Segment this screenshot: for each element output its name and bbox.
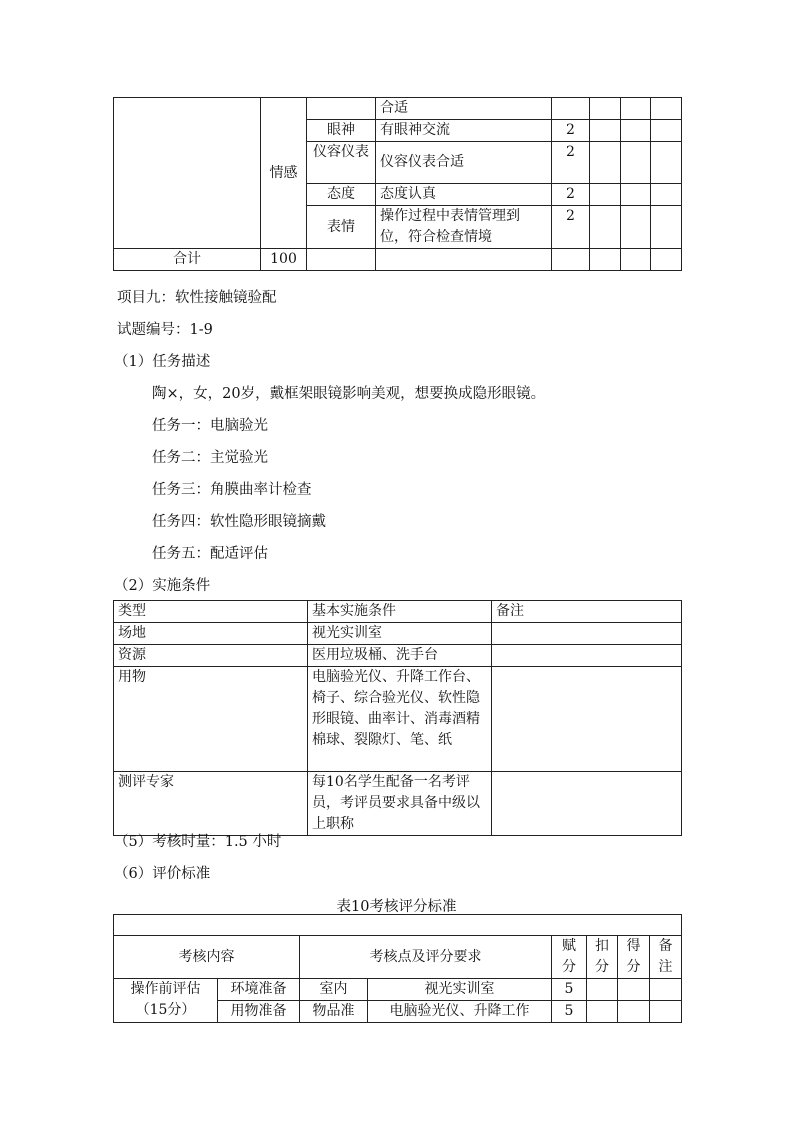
blank-cell <box>621 98 651 120</box>
blank-cell <box>651 98 682 120</box>
eval-heading: （6）评价标准 <box>114 866 211 882</box>
type-cell: 资源 <box>114 645 308 667</box>
blank-cell <box>621 184 651 206</box>
task-item: 任务五：配适评估 <box>152 546 268 562</box>
blank-cell <box>590 249 621 271</box>
score-cell <box>552 98 590 120</box>
condition-cell: 视光实训室 <box>308 623 492 645</box>
blank-cell <box>651 249 682 271</box>
point-cell: 态度认真 <box>376 184 552 206</box>
blank-cell <box>651 206 682 249</box>
score-cell: 2 <box>552 142 590 184</box>
task-item: 任务一：电脑验光 <box>152 418 268 434</box>
task-heading: （1）任务描述 <box>114 354 211 370</box>
header-cell: 基本实施条件 <box>308 601 492 623</box>
stage-cell: 操作前评估（15分） <box>114 979 218 1023</box>
item-cell: 表情 <box>307 206 376 249</box>
header-cell: 类型 <box>114 601 308 623</box>
point-cell: 有眼神交流 <box>376 120 552 142</box>
header-cell: 备注 <box>492 601 682 623</box>
condition-cell: 医用垃圾桶、洗手台 <box>308 645 492 667</box>
blank-cell <box>376 249 552 271</box>
condition-cell: 每10名学生配备一名考评员，考评员要求具备中级以上职称 <box>308 772 492 836</box>
blank-cell <box>651 120 682 142</box>
score-table <box>113 914 682 1023</box>
task-item: 任务二：主觉验光 <box>152 450 268 466</box>
blank-cell <box>618 1001 650 1023</box>
blank-cell <box>651 184 682 206</box>
note-cell <box>492 645 682 667</box>
blank-cell <box>590 142 621 184</box>
item-cell: 仪容仪表 <box>307 142 376 184</box>
score-cell: 2 <box>552 184 590 206</box>
blank-cell <box>590 184 621 206</box>
req-cell: 视光实训室 <box>368 979 552 1001</box>
type-cell: 测评专家 <box>114 772 308 836</box>
header-deduct: 扣分 <box>587 936 618 979</box>
blank-cell <box>618 979 650 1001</box>
blank-cell <box>552 249 590 271</box>
note-cell <box>492 623 682 645</box>
item-cell: 物品准 <box>300 1001 368 1023</box>
blank-cell <box>621 206 651 249</box>
score-cell: 5 <box>552 979 587 1001</box>
task-item: 任务三：角膜曲率计检查 <box>152 482 312 498</box>
blank-cell <box>651 142 682 184</box>
blank-cell <box>621 142 651 184</box>
blank-cell <box>307 249 376 271</box>
group-label: 情感 <box>261 98 307 249</box>
item-cell <box>307 98 376 120</box>
item-cell: 眼神 <box>307 120 376 142</box>
req-cell: 电脑验光仪、升降工作 <box>368 1001 552 1023</box>
score-cell: 5 <box>552 1001 587 1023</box>
type-cell: 场地 <box>114 623 308 645</box>
blank-cell <box>621 120 651 142</box>
item-cell: 态度 <box>307 184 376 206</box>
note-cell <box>492 667 682 772</box>
sub-cell: 用物准备 <box>218 1001 300 1023</box>
point-cell: 合适 <box>376 98 552 120</box>
project-code: 试题编号：1-9 <box>117 322 213 338</box>
header-points: 考核点及评分要求 <box>300 936 552 979</box>
blank-cell <box>650 1001 682 1023</box>
blank-cell <box>587 1001 618 1023</box>
blank-cell <box>650 979 682 1001</box>
item-cell: 室内 <box>300 979 368 1001</box>
sub-cell: 环境准备 <box>218 979 300 1001</box>
blank-cell <box>590 120 621 142</box>
project-title: 项目九：软性接触镜验配 <box>117 290 277 306</box>
score-table-continued <box>113 97 682 271</box>
score-cell: 2 <box>552 120 590 142</box>
conditions-table <box>113 600 682 836</box>
total-value: 100 <box>261 249 307 271</box>
point-cell: 操作过程中表情管理到位，符合检查情境 <box>376 206 552 249</box>
blank-cell <box>587 979 618 1001</box>
blank-cell <box>590 98 621 120</box>
header-assign: 赋分 <box>552 936 587 979</box>
note-cell <box>492 772 682 836</box>
point-cell: 仪容仪表合适 <box>376 142 552 184</box>
task-item: 任务四：软性隐形眼镜摘戴 <box>152 514 326 530</box>
score-cell: 2 <box>552 206 590 249</box>
type-cell: 用物 <box>114 667 308 772</box>
blank-cell <box>590 206 621 249</box>
blank-cell <box>114 98 261 249</box>
task-description: 陶×，女，20岁，戴框架眼镜影响美观，想要换成隐形眼镜。 <box>152 386 546 402</box>
blank-row <box>114 915 682 936</box>
conditions-heading: （2）实施条件 <box>114 578 211 594</box>
header-remark: 备注 <box>650 936 682 979</box>
condition-cell: 电脑验光仪、升降工作台、椅子、综合验光仪、软性隐形眼镜、曲率计、消毒酒精棉球、裂隙灯、笔、纸 <box>308 667 492 772</box>
table-caption: 表10考核评分标准 <box>336 899 457 915</box>
exam-time: （5）考核时量：1.5 小时 <box>114 834 282 850</box>
header-content: 考核内容 <box>114 936 300 979</box>
blank-cell <box>621 249 651 271</box>
total-label: 合计 <box>114 249 261 271</box>
header-get: 得分 <box>618 936 650 979</box>
